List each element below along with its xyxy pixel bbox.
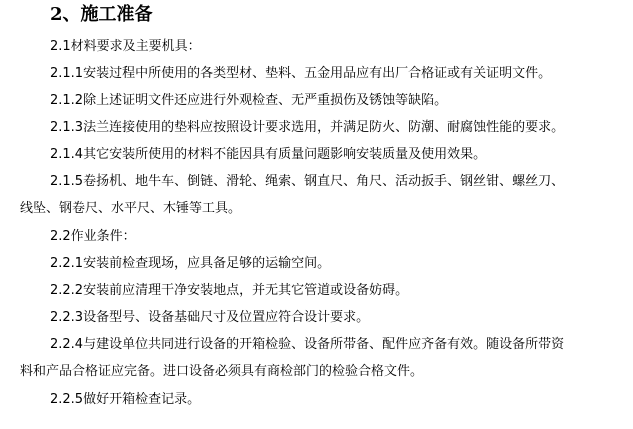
section-title: 2、施工准备 [50,4,153,25]
paragraph: 2.2.4与建设单位共同进行设备的开箱检验、设备所带备、配件应齐备有效。随设备所带资 [50,337,565,352]
paragraph: 2.2.2安装前应清理干净安装地点，并无其它管道或设备妨碍。 [50,283,409,298]
paragraph: 2.1.2除上述证明文件还应进行外观检查、无严重损伤及锈蚀等缺陷。 [50,93,448,108]
paragraph: 2.1.3法兰连接使用的垫料应按照设计要求选用，并满足防火、防潮、耐腐蚀性能的要求。 [50,120,565,135]
paragraph: 2.1.5卷扬机、地牛车、倒链、滑轮、绳索、钢直尺、角尺、活动扳手、钢丝钳、螺丝刀、 [50,174,565,189]
paragraph-continuation: 线坠、钢卷尺、水平尺、木锤等工具。 [20,201,242,216]
subsection-heading: 2.2作业条件： [50,229,136,244]
subsection-heading: 2.1材料要求及主要机具： [50,39,201,54]
paragraph: 2.1.1安装过程中所使用的各类型材、垫料、五金用品应有出厂合格证或有关证明文件。 [50,66,552,81]
paragraph: 2.1.4其它安装所使用的材料不能因具有质量问题影响安装质量及使用效果。 [50,147,487,162]
paragraph: 2.2.3设备型号、设备基础尺寸及位置应符合设计要求。 [50,310,370,325]
paragraph: 2.2.1安装前检查现场，应具备足够的运输空间。 [50,256,331,271]
paragraph-continuation: 料和产品合格证应完备。进口设备必须具有商检部门的检验合格文件。 [20,364,424,379]
paragraph: 2.2.5做好开箱检查记录。 [50,392,201,407]
